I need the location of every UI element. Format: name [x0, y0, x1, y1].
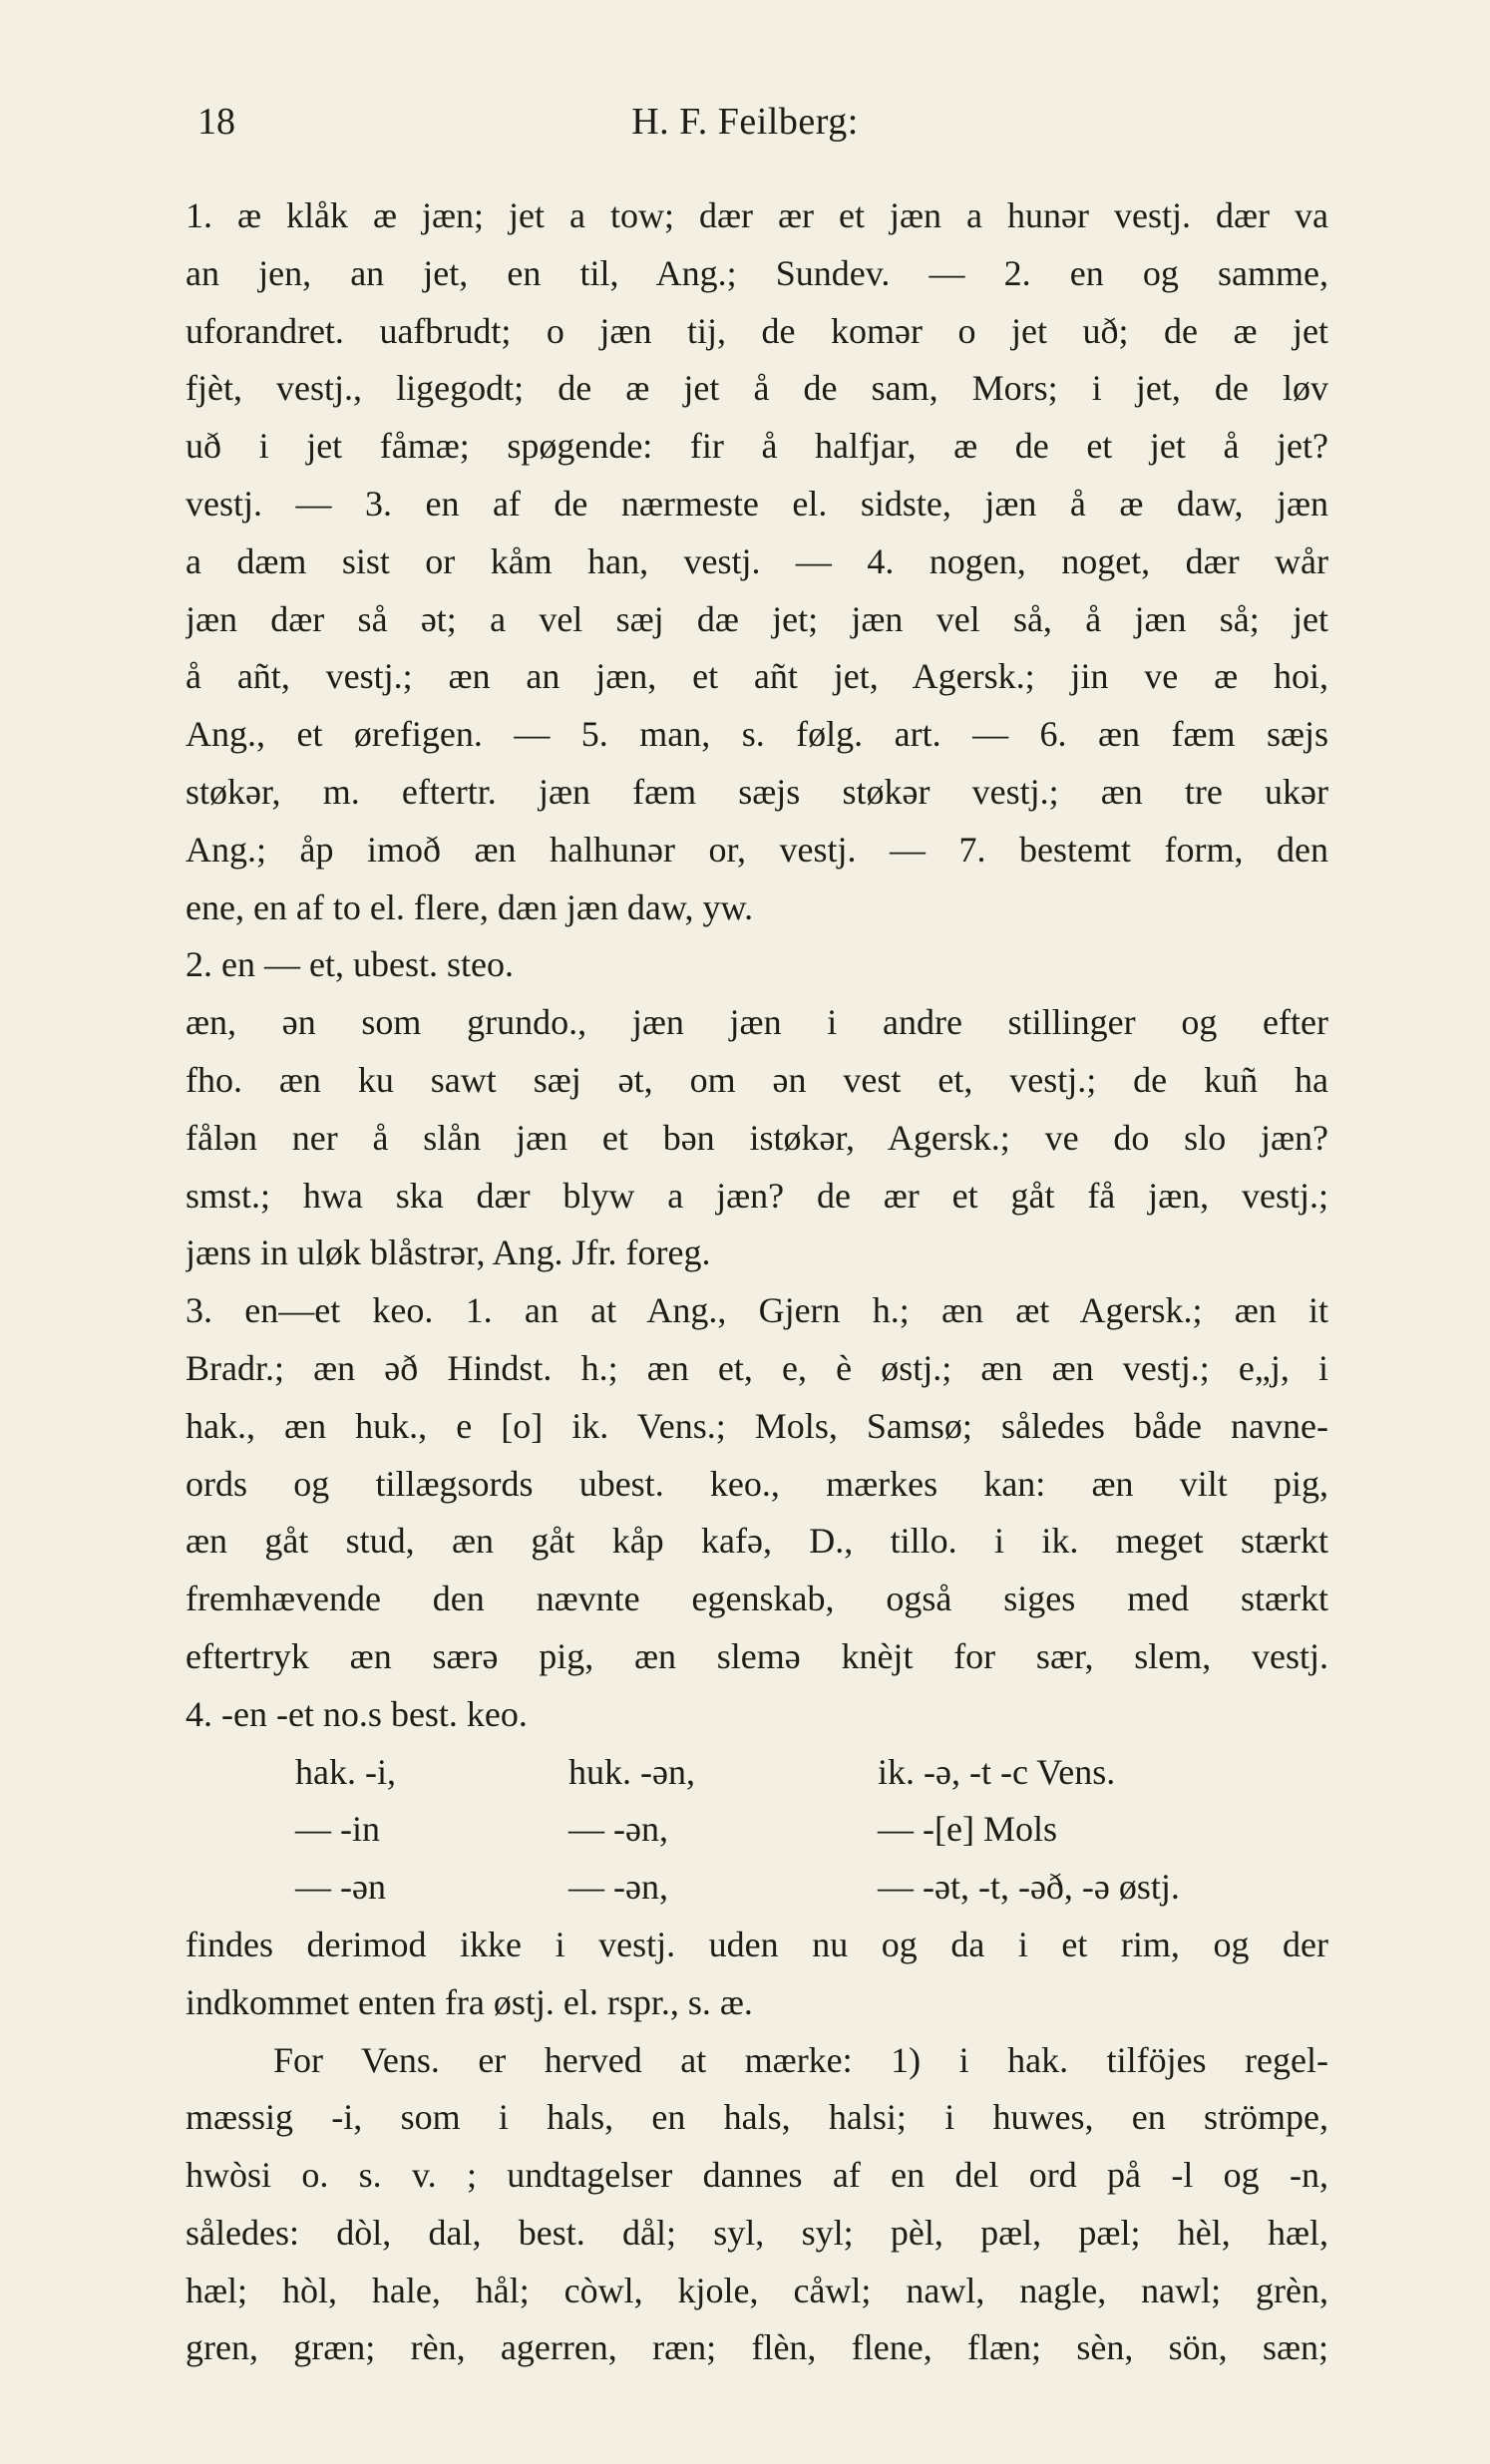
- text-line: gren, græn; rèn, agerren, ræn; flèn, flene, flæn; sèn, sön, sæn;: [186, 2327, 1328, 2368]
- text-line: 3. en—et keo. 1. an at Ang., Gjern h.; æn æt Agersk.; æn it: [186, 1290, 1328, 1331]
- page-number: 18: [197, 101, 235, 143]
- text-line: 1. æ klåk æ jæn; jet a tow; dær ær et jæn a hunər vestj. dær va: [186, 195, 1328, 235]
- text-line: fremhævende den nævnte egenskab, også siges med stærkt: [186, 1579, 1328, 1619]
- text-line: findes derimod ikke i vestj. uden nu og da i et rim, og der: [186, 1924, 1328, 1964]
- text-line: smst.; hwa ska dær blyw a jæn? de ær et gåt få jæn, vestj.;: [186, 1175, 1328, 1216]
- text-line: ene, en af to el. flere, dæn jæn daw, yw.: [186, 886, 754, 927]
- text-line: å añt, vestj.; æn an jæn, et añt jet, Agersk.; jin ve æ hoi,: [186, 656, 1328, 697]
- suffix-cell: huk. -ən,: [568, 1751, 695, 1792]
- text-line: Ang., et ørefigen. — 5. man, s. følg. art. — 6. æn fæm sæjs: [186, 714, 1328, 755]
- suffix-cell: — -in: [295, 1809, 380, 1850]
- text-line: fho. æn ku sawt sæj ət, om ən vest et, vestj.; de kuñ ha: [186, 1059, 1328, 1100]
- section-heading: 4. -en -et no.s best. keo.: [186, 1693, 528, 1734]
- text-line: jæns in uløk blåstrər, Ang. Jfr. foreg.: [186, 1232, 711, 1273]
- text-line: jæn dær så ət; a vel sæj dæ jet; jæn vel så, å jæn så; jet: [186, 598, 1328, 639]
- text-line: a dæm sist or kåm han, vestj. — 4. nogen, noget, dær wår: [186, 540, 1328, 581]
- text-line: fålən ner å slån jæn et bən istøkər, Agersk.; ve do slo jæn?: [186, 1117, 1328, 1158]
- text-line: hwòsi o. s. v. ; undtagelser dannes af en del ord på -l og -n,: [186, 2155, 1328, 2196]
- text-line: æn gåt stud, æn gåt kåp kafə, D., tillo. i ik. meget stærkt: [186, 1521, 1328, 1562]
- text-line: indkommet enten fra østj. el. rspr., s. æ.: [186, 1981, 753, 2022]
- text-line: eftertryk æn særə pig, æn slemə knèjt for sær, slem, vestj.: [186, 1635, 1328, 1676]
- suffix-cell: — -ət, -t, -əð, -ə østj.: [878, 1867, 1180, 1908]
- text-line: vestj. — 3. en af de nærmeste el. sidste, jæn å æ daw, jæn: [186, 483, 1328, 524]
- section-heading: 2. en — et, ubest. steo.: [186, 944, 514, 985]
- suffix-cell: ik. -ə, -t -c Vens.: [878, 1751, 1116, 1792]
- text-line: Bradr.; æn əð Hindst. h.; æn et, e, è østj.; æn æn vestj.; e„j, i: [186, 1347, 1328, 1388]
- text-line: således: dòl, dal, best. dål; syl, syl; pèl, pæl, pæl; hèl, hæl,: [186, 2212, 1328, 2253]
- body-text: [186, 187, 1328, 2377]
- page-header: [0, 100, 1490, 160]
- text-line: hak., æn huk., e [o] ik. Vens.; Mols, Samsø; således både navne-: [186, 1405, 1328, 1446]
- text-line: støkər, m. eftertr. jæn fæm sæjs støkər vestj.; æn tre ukər: [186, 771, 1328, 812]
- text-line: hæl; hòl, hale, hål; còwl, kjole, cåwl; nawl, nagle, nawl; grèn,: [186, 2270, 1328, 2310]
- text-line: mæssig -i, som i hals, en hals, halsi; i huwes, en strömpe,: [186, 2097, 1328, 2138]
- text-line: uforandret. uafbrudt; o jæn tij, de komər o jet uð; de æ jet: [186, 310, 1328, 351]
- suffix-table-row: [186, 1859, 1328, 1917]
- suffix-table-row: [186, 1744, 1328, 1802]
- text-line: For Vens. er herved at mærke: 1) i hak. tilföjes regel-: [273, 2039, 1328, 2080]
- text-line: Ang.; åp imoð æn halhunər or, vestj. — 7. bestemt form, den: [186, 829, 1328, 870]
- suffix-cell: hak. -i,: [295, 1751, 396, 1792]
- suffix-table-row: [186, 1801, 1328, 1859]
- suffix-cell: — -ən: [295, 1867, 386, 1908]
- suffix-cell: — -ən,: [568, 1809, 668, 1850]
- suffix-cell: — -[e] Mols: [878, 1809, 1057, 1850]
- text-line: an jen, an jet, en til, Ang.; Sundev. — 2. en og samme,: [186, 252, 1328, 293]
- text-line: fjèt, vestj., ligegodt; de æ jet å de sam, Mors; i jet, de løv: [186, 368, 1328, 409]
- text-line: ords og tillægsords ubest. keo., mærkes kan: æn vilt pig,: [186, 1463, 1328, 1504]
- text-line: uð i jet fåmæ; spøgende: fir å halfjar, æ de et jet å jet?: [186, 426, 1328, 467]
- text-line: æn, ən som grundo., jæn jæn i andre stillinger og efter: [186, 1002, 1328, 1043]
- suffix-cell: — -ən,: [568, 1867, 668, 1908]
- running-head: H. F. Feilberg:: [631, 101, 859, 143]
